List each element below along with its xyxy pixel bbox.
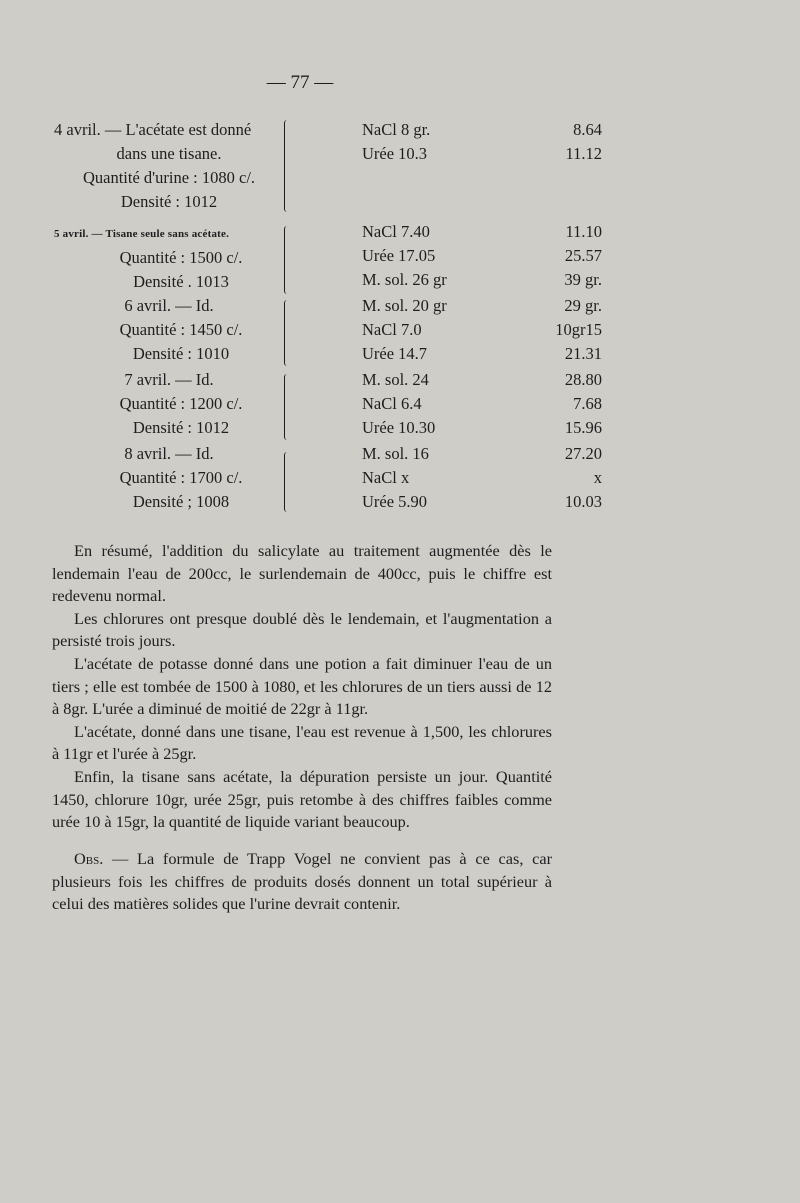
measure-line: NaCl 8 gr. [362,120,431,139]
measure-line: Urée 10.3 [362,144,428,163]
values [480,442,602,514]
entry-density-line: Densité ; 1008 [132,492,230,511]
entry-density-line: Densité . 1013 [133,272,229,291]
measure-line: M. sol. 16 [362,444,429,463]
entry-april-8 [50,442,602,518]
value-line: 27.20 [564,444,602,463]
value-line: 11.12 [565,144,602,163]
values [480,220,602,292]
observation [52,848,552,916]
entry-date-line: 7 avril. — Id. [124,370,214,389]
measure-line: Urée 10.30 [362,418,436,437]
observation-label: Obs. [74,849,104,868]
entry-april-5 [50,220,602,296]
entry-description [50,368,282,440]
measure-line: M. sol. 24 [362,370,429,389]
values [480,294,602,366]
value-line: 28.80 [564,370,602,389]
observation-paragraph [52,848,552,916]
entry-density-line: Densité : 1012 [132,418,230,437]
measure-line: Urée 14.7 [362,344,428,363]
summary-text [52,540,552,834]
value-line: 39 gr. [564,270,602,289]
page-number: — 77 — [266,72,334,93]
value-line: 10gr15 [555,320,602,339]
measure-line: Urée 17.05 [362,246,436,265]
measure-line: NaCl 7.40 [362,222,430,241]
entry-quantity-line: Quantité d'urine : 1080 c/. [82,168,256,187]
observation-text: — La formule de Trapp Vogel ne convient pas à ce cas, car plusieurs fois les chiffres de produits dosés donnent un total supérieur à celui des matières solides que l'urine devrait contenir. [52,849,552,914]
brace [284,452,291,512]
entry-quantity-line: Quantité : 1500 c/. [119,248,243,267]
entry-date-line [50,220,282,246]
entry-description [50,118,282,214]
value-line: 10.03 [564,492,602,511]
value-line: x [593,468,602,487]
entry-date-text: 5 avril. — Tisane seule sans acétate. [54,228,230,240]
value-line: 7.68 [573,394,602,413]
paragraph: Les chlorures ont presque doublé dès le lendemain, et l'augmentation a persisté trois jours. [52,608,552,651]
measure-line: Urée 5.90 [362,492,428,511]
paragraph: En résumé, l'addition du salicylate au traitement augmentée dès le lendemain l'eau de 200cc, le surlendemain de 400cc, puis le chiffre est redevenu normal. [52,541,552,606]
entry-note-line: dans une tisane. [116,144,222,163]
value-line: 8.64 [573,120,602,139]
brace [284,120,291,212]
measure-line: NaCl 7.0 [362,320,422,339]
measure-line: NaCl 6.4 [362,394,422,413]
entry-april-4 [50,118,602,218]
paragraph: Enfin, la tisane sans acétate, la dépuration persiste un jour. Quantité 1450, chlorure 10gr, urée 25gr, puis retombe à des chiffres faibles comme urée 10 à 15gr, la quantité de liquide variant beaucoup. [52,766,552,832]
measure-line: M. sol. 26 gr [362,270,447,289]
measure-line: M. sol. 20 gr [362,296,447,315]
entry-april-6 [50,294,602,370]
brace [284,374,291,440]
entry-april-7 [50,368,602,444]
paragraph: L'acétate de potasse donné dans une potion a fait diminuer l'eau de un tiers ; elle est tombée de 1500 à 1080, et les chlorures de un tiers aussi de 12 à 8gr. L'urée a diminué de moitié de 22gr à 11gr. [52,653,552,719]
entry-date-line: 4 avril. — L'acétate est donné [54,120,252,139]
value-line: 21.31 [564,344,602,363]
values [480,368,602,440]
entry-density-line: Densité : 1010 [132,344,230,363]
brace [284,300,291,366]
paragraph: L'acétate, donné dans une tisane, l'eau est revenue à 1,500, les chlorures à 11gr et l'urée à 25gr. [52,721,552,764]
entry-description [50,294,282,366]
entry-quantity-line: Quantité : 1700 c/. [119,468,243,487]
entry-density-line: Densité : 1012 [120,192,218,211]
entry-quantity-line: Quantité : 1450 c/. [119,320,243,339]
entry-description [50,442,282,514]
entry-description [50,220,282,294]
value-line: 15.96 [564,418,602,437]
entry-date-line: 6 avril. — Id. [124,296,214,315]
value-line: 29 gr. [564,296,602,315]
measure-line: NaCl x [362,468,410,487]
entry-quantity-line: Quantité : 1200 c/. [119,394,243,413]
value-line: 25.57 [564,246,602,265]
brace [284,226,291,294]
values [480,118,602,166]
entry-date-line: 8 avril. — Id. [124,444,214,463]
value-line: 11.10 [565,222,602,241]
